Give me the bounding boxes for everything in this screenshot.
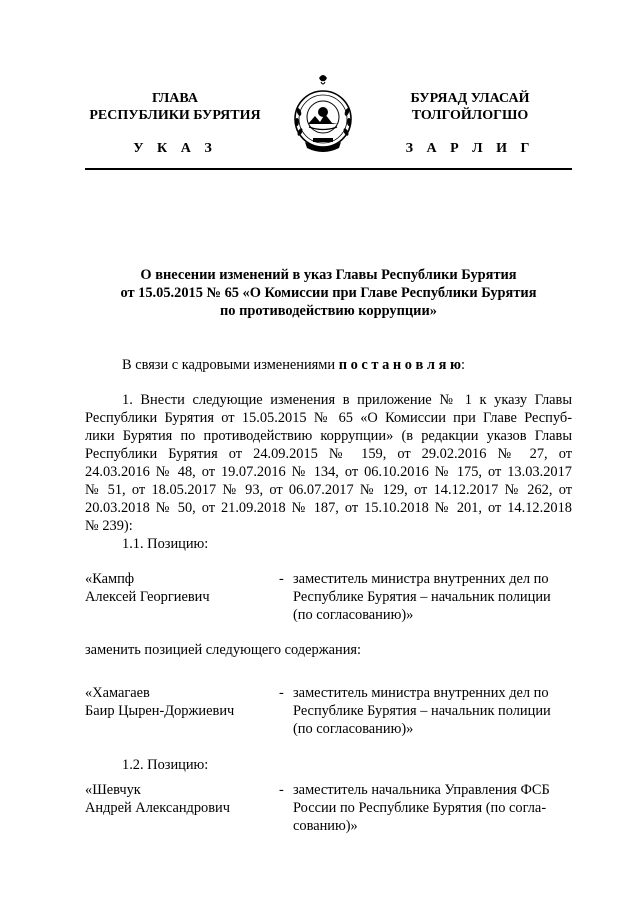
item1-line: Республики Бурятия от 15.05.2015 № 65 «О Комиссии при Главе Респуб- [85,410,572,426]
preamble-text: В связи с кадровыми изменениями [122,357,336,373]
coat-of-arms-emblem [291,72,355,158]
item1-line: 20.03.2018 № 50, от 21.09.2018 № 187, от 15.10.2018 № 201, от 14.12.2018 [85,500,572,516]
old-name-line1: «Кампф [85,571,135,587]
header-left-doc: У К А З [133,141,217,156]
title-line3: по противодействию коррупции» [220,303,437,319]
item1-line: 1. Внести следующие изменения в приложение № 1 к указу Главы [122,392,572,408]
item1-line: № 51, от 18.05.2017 № 93, от 06.07.2017 № 129, от 14.12.2017 № 262, от [85,482,572,498]
sub2-heading: 1.2. Позицию: [122,757,209,773]
preamble-emphasis: п о с т а н о в л я ю [338,357,461,373]
document-title [85,266,572,320]
sub2-pos-line3: сованию)» [293,818,358,834]
header-right-doc: З А Р Л И Г [405,141,535,156]
new-pos-line1: заместитель министра внутренних дел по [293,685,549,701]
old-pos-line1: заместитель министра внутренних дел по [293,571,549,587]
sub2-dash: - [279,782,284,798]
emblem-icon [291,72,355,158]
preamble [122,357,465,375]
item1-line: 24.03.2016 № 48, от 19.07.2016 № 134, от 06.10.2016 № 175, от 13.03.2017 [85,464,572,480]
replace-text: заменить позицией следующего содержания: [85,642,362,658]
sub2-name-line1: «Шевчук [85,782,141,798]
sub1-heading: 1.1. Позицию: [122,536,209,552]
header-left [80,90,270,124]
old-dash: - [279,571,284,587]
header-right-line2: ТОЛГОЙЛОГШО [411,108,529,123]
title-line2: от 15.05.2015 № 65 «О Комиссии при Главе Республики Бурятия [120,285,537,301]
item1-line: Республики Бурятия от 24.09.2015 № 159, от 29.02.2016 № 27, от [85,446,572,462]
sub2-pos-line1: заместитель начальника Управления ФСБ [293,782,550,798]
title-line1: О внесении изменений в указ Главы Республики Бурятия [140,267,517,283]
old-pos-line3: (по согласованию)» [293,607,414,623]
old-pos-line2: Республике Бурятия – начальник полиции [293,589,551,605]
header-left-line1: ГЛАВА [152,91,198,106]
new-name-line2: Баир Цырен-Доржиевич [85,703,235,719]
new-pos-line3: (по согласованию)» [293,721,414,737]
header-divider [85,168,572,170]
item1-line: лики Бурятия по противодействию коррупции» (в редакции указов Главы [85,428,572,444]
new-name-line1: «Хамагаев [85,685,150,701]
new-dash: - [279,685,284,701]
preamble-end: : [460,357,465,373]
header-left-line2: РЕСПУБЛИКИ БУРЯТИЯ [89,108,261,123]
item1-line: № 239): [85,518,133,534]
header-right-line1: БУРЯАД УЛАСАЙ [410,91,530,106]
sub2-pos-line2: России по Республике Бурятия (по согла- [293,800,547,816]
old-name-line2: Алексей Георгиевич [85,589,210,605]
new-pos-line2: Республике Бурятия – начальник полиции [293,703,551,719]
header-right [375,90,565,124]
sub2-name-line2: Андрей Александрович [85,800,230,816]
